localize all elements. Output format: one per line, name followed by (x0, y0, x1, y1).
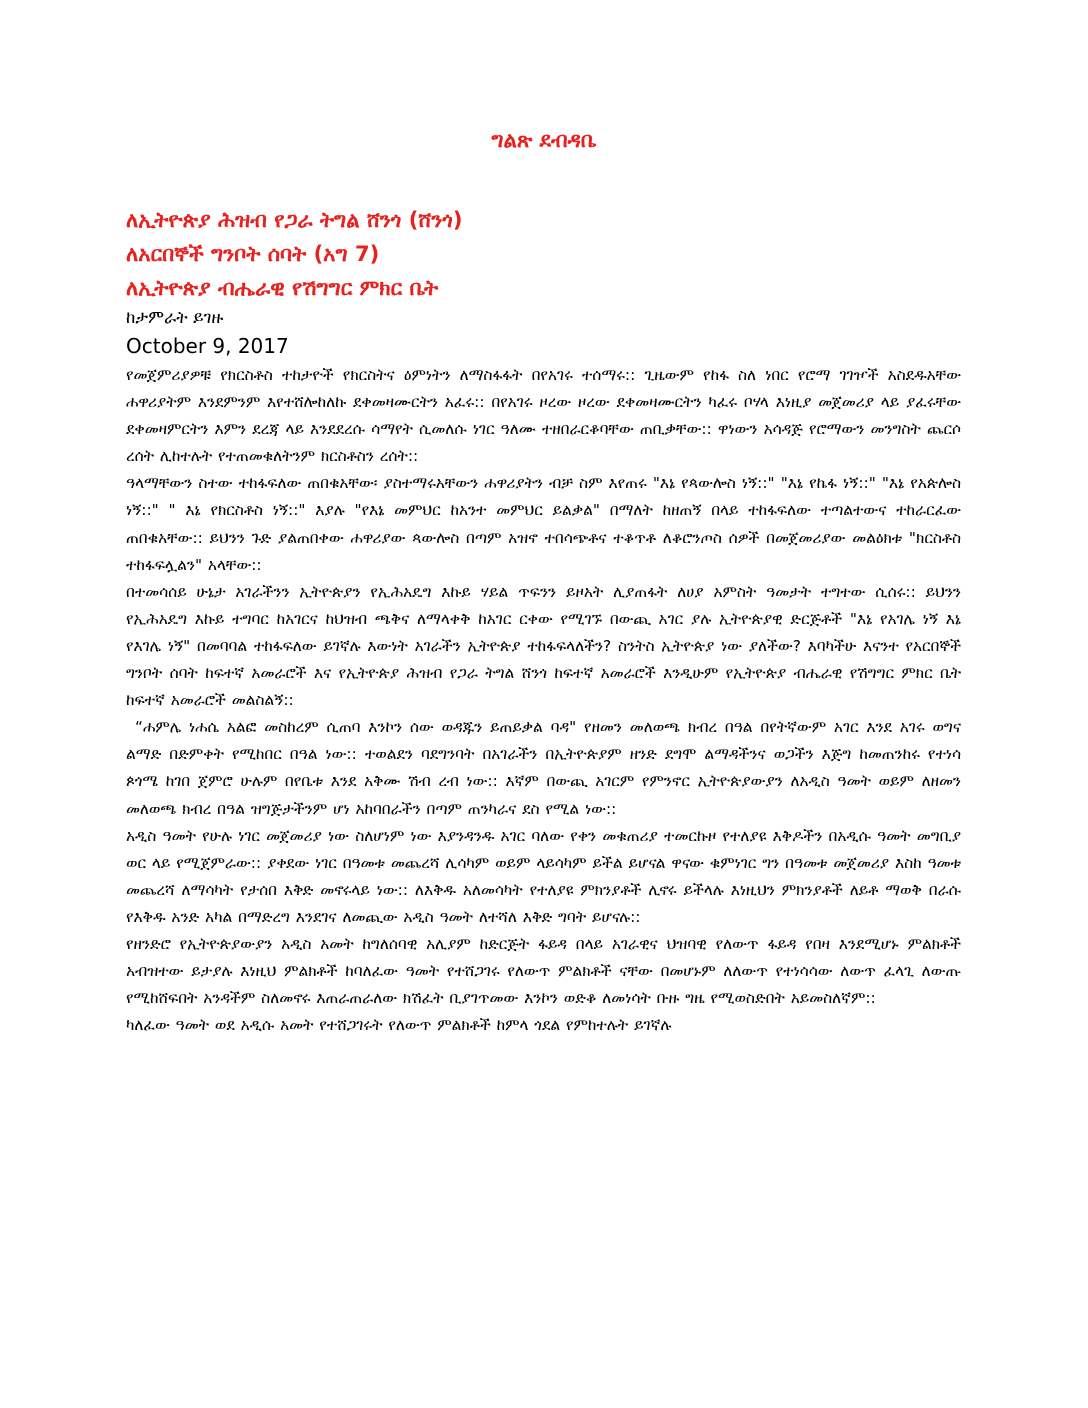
body-paragraph: የመጀምሪያዎቹ የክርስቶስ ተከታዮች የክርስትና ዕምነትን ለማስፋፋት በየአገሩ ተሰማሩ:: ጊዜውም የከፋ ስለ ነበር የሮማ ገገዦች አስደዱአቸው ሐዋሪያትም እንደምንም እየተሸሎከለኩ ደቀመዛሙርትን አፈሩ:: በየአገሩ ዞረው ዞረው ደቀመዛሙርትን ካፈሩ ቦሃላ እነዚያ መጀመሪያ ላይ ያፈሩቸው ደቀመዛምርትን እምን ደረጃ ላይ እንደደረሱ ሳማየት ሲመለሱ ነገር ዓለሙ ተዘበራርቆባቸው ጠቢቃቸው:: ዋነውን አሳዳጅ የሮማውን መንግስት ጨርሶ ረሰት ሊከተሉት የተጠመቁለትንም ክርስቶስን ረሰት:: (126, 366, 961, 466)
body-paragraph: በተመሳሰይ ሁኔታ አገራችንን ኢትዮጵያን የኢሕአዴግ እኩይ ሃይል ጥፍንን ይዞአት ሊያጠፋት ለሀያ አምስት ዓመታት ተግተው ሲሰሩ:: ይህንን የኢሕአዴግ እኩይ ተግባር ከአገርና ከህዝብ ጫቅና ለማላቀቅ ከአገር ርቀው የሚገኙ በውጪ አገር ያሉ ኢትዮጵያዊ ድርጅቶች "እኔ የአገሌ ነኝ እኔ የእገሌ ነኝ" በመባባል ተከፋፍለው ይገኛሉ እውነት አገራችን ኢትዮጵያ ተከፋፍላለችን? ስንትስ ኢትዮጵያ ነው ያለችው? እባካችሁ እናንተ የአርበኞች ግንቦት ሰባት ከፍተኛ አመራሮች እና የኢትዮጵያ ሕዝብ የጋራ ትግል ሸንጎ ከፍተኛ አመራሮች እንዲሁም የኢትዮጵያ ብሔራዊ የሽግግር ምክር ቤት ከፍተኛ አመራሮች መልስልኝ:: (126, 582, 961, 710)
recipient-line: ለኢትዮጵያ ሕዝብ የጋራ ትግል ሸንጎ (ሸንጎ) (126, 208, 463, 232)
body-paragraph: የዘንድሮ የኢትዮጵያውያን አዲስ አመት ከግለሰባዊ አሊያም ከድርጅት ፋይዳ በላይ አገራዊና ህዝባዊ የለውጥ ፋይዳ የበዛ እንደሚሆኑ ምልክቶች አብዝተው ይታያሉ እነዚህ ምልክቶች ከባለፈው ዓመት የተሸጋገሩ የለውጥ ምልክቶች ናቸው በመሆኑም ለለውጥ የተነሳሳው ለውጥ ፈላጊ ለውጡ የሚከሸፍበት አንዳችም ስለመኖሩ እጠራጠራለው ክሽፈት ቢያገጥመው እንኮን ወድቆ ለመነሳት ቡዙ ግዜ የሚወስድበት አይመስለኛም:: (126, 934, 961, 1008)
body-paragraph: ዓላማቸውን ስተው ተከፋፍለው ጠበቁአቸው፡ ያስተማሩአቸውን ሐዋሪያትን ብቻ ስም እየጠሩ "እኔ የጳውሎስ ነኝ::" "እኔ የኬፋ ነኝ::" "እኔ የአጵሎስ ነኝ::" " እኔ የክርስቶስ ነኝ::" እያሉ "የእኔ መምህር ከአንተ መምህር ይልቃል" በማለት ከዘጠኝ በላይ ተከፋፍለው ተጣልተውና ተከራርፈው ጠበቁአቸው:: ይህንን ጉድ ያልጠበቀው ሐዋሪያው ጳውሎስ በጣም አዝኖ ተበሳጭቶና ተቆጥቶ ለቆሮንጦስ ሰዎች በመጀመሪያው መልዕክቱ "ክርስቶስ ተከፋፍሏልን" አላቸው:: (126, 474, 961, 574)
body-paragraph: ካለፈው ዓመት ወደ አዲሱ አመት የተሸጋገሩት የለውጥ ምልክቶች ከምላ ጎደል የምከተሉት ይገኛሉ (126, 1016, 672, 1035)
recipient-line: ለአርበኞች ግንቦት ሰባት (አግ 7) (126, 242, 380, 266)
body-paragraph: “ሐምሌ ነሐሴ አልፎ መስከረም ሲጠባ እንኮን ሰው ወዳጁን ይጠይቃል ባዳ" የዘመን መለወጫ ክብረ በዓል በየትኛውም አገር እንደ አገሩ ወግና ልማድ በድምቀት የሚከበር በዓል ነው:: ተወልደን ባደግንባት በአገራችን በኢትዮጵያም ዘንድ ደግሞ ልማዳችንና ወጋችን እጅግ ከመጠንከሩ የተነሳ ጶጎሜ ከገበ ጀምሮ ሁሉም በየቤቱ እንደ አቅሙ ሽብ ረብ ነው:: እኛም በውጪ አገርም የምንኖር ኢትዮጵያውያን ለአዲስ ዓመት ወይም ለዘመን መለወጫ ክብረ በዓል ዝግጅታችንም ሆነ አከባበራችን በጣም ጠንካራና ደስ የሚል ነው:: (126, 718, 961, 818)
body-paragraph: አዲስ ዓመት የሁሉ ነገር መጀመሪያ ነው ስለሆነም ነው እያንዳንዱ አገር ባለው የቀን መቁጠሪያ ተመርኩዞ የተለያዩ እቅዶችን በአዲሱ ዓመት መግቢያ ወር ላይ የሚጀምራው:: ያቀደው ነገር በዓመቱ መጨረሻ ሊሳካም ወይም ላይሳካም ይችል ይሆናል ዋናው ቁምነገር ግን በዓመቱ መጀመሪያ እስከ ዓመቱ መጨረሻ ለማሳካት የታሰበ እቅድ መኖሩላይ ነው:: ለእቅዱ አለመሳካት የተለያዩ ምክንያቶች ሊኖሩ ይችላሉ እነዚህን ምክንያቶች ለይቶ ማወቅ በራሱ የእቅዱ አንድ አካል በማድረግ እንደገና ለመጪው አዲስ ዓመት ለተሻለ እቅድ ግባት ይሆናሉ:: (126, 826, 961, 926)
document-title: ግልጽ ደብዳቤ (491, 128, 597, 152)
letter-body (126, 362, 961, 1039)
letter-date: October 9, 2017 (126, 334, 289, 358)
recipient-list (126, 203, 986, 305)
author-line: ከታምራት ይገዙ (126, 308, 224, 328)
recipient-line: ለኢትዮጵያ ብሔራዊ የሽግግር ምክር ቤት (126, 276, 439, 300)
